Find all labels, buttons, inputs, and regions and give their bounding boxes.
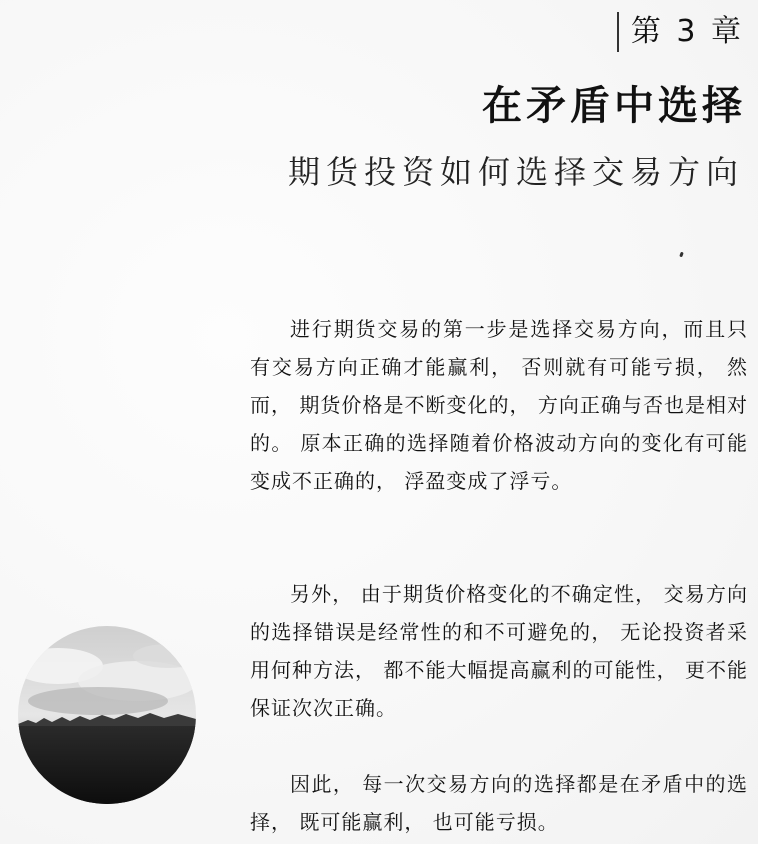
landscape-photo-graphic xyxy=(18,626,196,804)
body-paragraph-2: 另外， 由于期货价格变化的不确定性， 交易方向的选择错误是经常性的和不可避免的， 无论投资者采用何种方法， 都不能大幅提高赢利的可能性， 更不能保证次次正确。 xyxy=(250,582,748,720)
print-speck xyxy=(679,252,684,258)
body-paragraph-1: 进行期货交易的第一步是选择交易方向，而且只有交易方向正确才能赢利， 否则就有可能亏损， 然而， 期货价格是不断变化的， 方向正确与否也是相对的。 原本正确的选择随着价格波动方向的变化有可能变成不正确的， 浮盈变成了浮亏。 xyxy=(250,317,748,493)
landscape-photo xyxy=(18,626,196,804)
chapter-number: 第 3 章 xyxy=(617,12,744,52)
chapter-title: 在矛盾中选择 xyxy=(482,83,746,129)
body-paragraph-3: 因此， 每一次交易方向的选择都是在矛盾中的选择， 既可能赢利， 也可能亏损。 xyxy=(250,772,748,834)
chapter-subtitle: 期货投资如何选择交易方向 xyxy=(287,153,744,191)
